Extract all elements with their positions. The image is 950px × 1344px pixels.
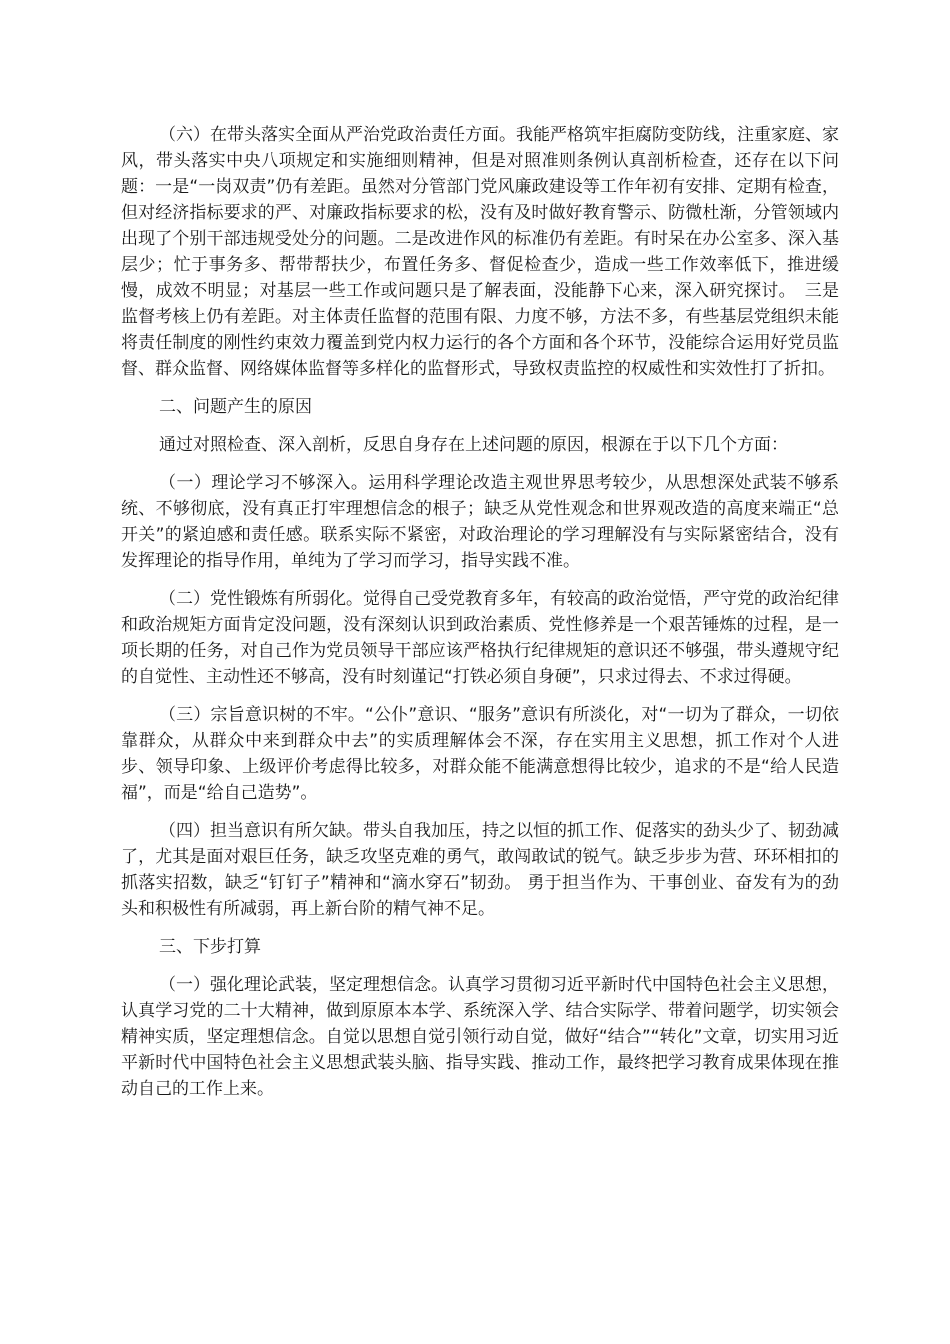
paragraph-section-6: （六）在带头落实全面从严治党政治责任方面。我能严格筑牢拒腐防变防线，注重家庭、家风，带头落实中央八项规定和实施细则精神，但是对照准则条例认真剖析检查，还存在以下问题：一是“一岗双责”仍有差距。虽然对分管部门党风廉政建设等工作年初有安排、定期有检查，但对经济指标要求的严、对廉政指标要求的松，没有及时做好教育警示、防微杜渐，分管领域内出现了个别干部违规受处分的问题。二是改进作风的标准仍有差距。有时呆在办公室多、深入基层少；忙于事务多、帮带帮扶少，布置任务多、督促检查少，造成一些工作效率低下，推进缓慢，成效不明显；对基层一些工作或问题只是了解表面，没能静下心来，深入研究探讨。 三是监督考核上仍有差距。对主体责任监督的范围有限、力度不够，方法不多，有些基层党组织未能将责任制度的刚性约束效力覆盖到党内权力运行的各个方面和各个环节，没能综合运用好党员监督、群众监督、网络媒体监督等多样化的监督形式，导致权责监控的权威性和实效性打了折扣。 [121,125,839,379]
paragraph-cause-4: （四）担当意识有所欠缺。带头自我加压，持之以恒的抓工作、促落实的劲头少了、韧劲减了，尤其是面对艰巨任务，缺乏攻坚克难的勇气，敢闯敢试的锐气。缺乏步步为营、环环相扣的抓落实招数，缺乏“钉钉子”精神和“滴水穿石”韧劲。 勇于担当作为、干事创业、奋发有为的劲头和积极性有所减弱，再上新台阶的精气神不足。 [121,821,839,919]
paragraph-next-step-1: （一）强化理论武装，坚定理想信念。认真学习贯彻习近平新时代中国特色社会主义思想，认真学习党的二十大精神，做到原原本本学、系统深入学、结合实际学、带着问题学，切实领会精神实质，坚定理想信念。自觉以思想自觉引领行动自觉，做好“结合”“转化”文章，切实用习近平新时代中国特色社会主义思想武装头脑、指导实践、推动工作，最终把学习教育成果体现在推动自己的工作上来。 [121,975,839,1099]
paragraph-cause-2: （二）党性锻炼有所弱化。觉得自己受党教育多年，有较高的政治觉悟，严守党的政治纪律和政治规矩方面肯定没问题，没有深刻认识到政治素质、党性修养是一个艰苦锤炼的过程，是一项长期的任务，对自己作为党员领导干部应该严格执行纪律规矩的意识还不够强，带头遵规守纪的自觉性、主动性还不够高，没有时刻谨记“打铁必须自身硬”，只求过得去、不求过得硬。 [121,589,839,687]
paragraph-causes-intro: 通过对照检查、深入剖析，反思自身存在上述问题的原因，根源在于以下几个方面： [159,435,788,455]
document-body [121,122,839,1114]
heading-causes: 二、问题产生的原因 [159,397,312,417]
paragraph-cause-1: （一）理论学习不够深入。运用科学理论改造主观世界思考较少，从思想深处武装不够系统、不够彻底，没有真正打牢理想信念的根子；缺乏从党性观念和世界观改造的高度来端正“总开关”的紧迫感和责任感。联系实际不紧密，对政治理论的学习理解没有与实际紧密结合，没有发挥理论的指导作用，单纯为了学习而学习，指导实践不准。 [121,473,839,571]
paragraph-cause-3: （三）宗旨意识树的不牢。“公仆”意识、“服务”意识有所淡化，对“一切为了群众，一切依靠群众，从群众中来到群众中去”的实质理解体会不深，存在实用主义思想，抓工作对个人进步、领导印象、上级评价考虑得比较多，对群众能不能满意想得比较少，追求的不是“给人民造福”，而是“给自己造势”。 [121,705,839,803]
heading-next-steps: 三、下步打算 [159,937,261,957]
